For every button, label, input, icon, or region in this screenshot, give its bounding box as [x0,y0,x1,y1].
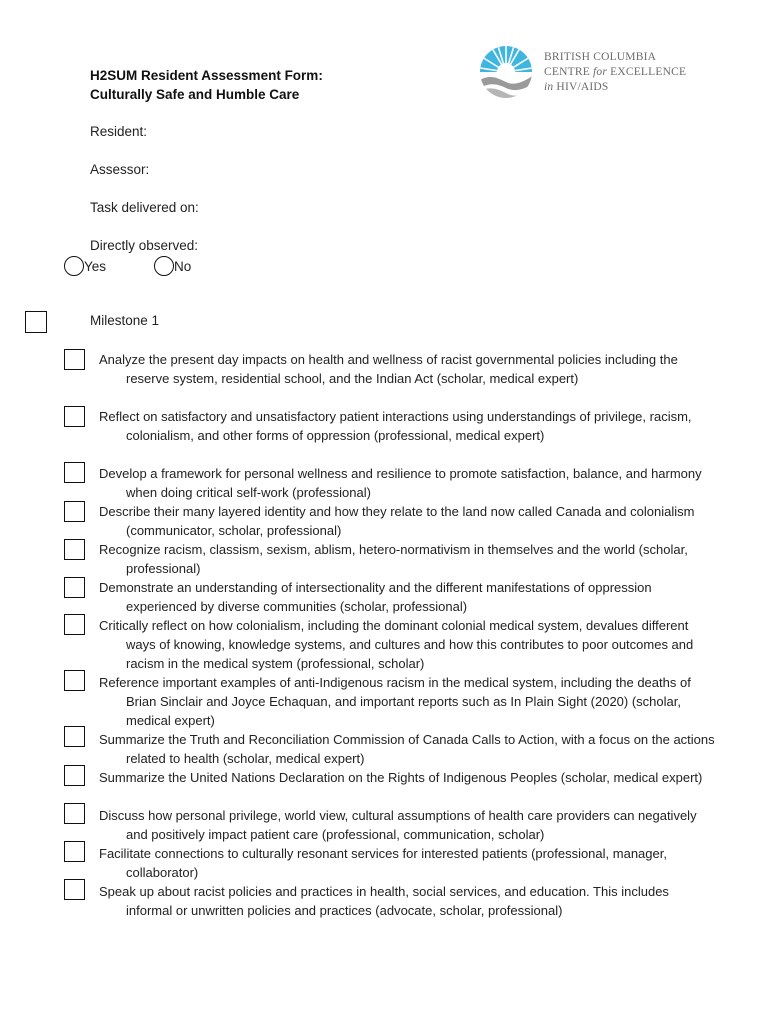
assessor-label: Assessor: [90,162,150,177]
milestone-item-2: Reflect on satisfactory and unsatisfactory patient interactions using understandings of privilege, racism, colonialism, and other forms of oppression (professional, medical expert) [99,409,692,443]
milestone-item-8: Reference important examples of anti-Indigenous racism in the medical system, including the deaths of Brian Sinclair and Joyce Echaquan, and important reports such as In Plain Sight (2020) (scholar, medical expert) [99,675,691,728]
directly-observed-label: Directly observed: [90,238,199,253]
item-checkbox-10[interactable] [64,765,85,786]
yes-label: Yes [84,258,107,274]
task-delivered-label: Task delivered on: [90,200,199,215]
resident-label: Resident: [90,124,148,139]
no-label: No [174,258,192,274]
no-radio[interactable] [154,256,174,276]
logo-text [544,50,686,95]
milestone-item-9: Summarize the Truth and Reconciliation Commission of Canada Calls to Action, with a focus on the actions related to health (scholar, medical expert) [99,732,715,766]
milestone-item-11: Discuss how personal privilege, world view, cultural assumptions of health care providers can negatively and positively impact patient care (professional, communication, scholar) [99,808,697,842]
form-title-line1: H2SUM Resident Assessment Form: [90,68,323,83]
milestone-checkbox[interactable] [25,311,47,333]
milestone-item-4: Describe their many layered identity and how they relate to the land now called Canada and colonialism (communicator, scholar, professional) [99,504,695,538]
form-title-line2: Culturally Safe and Humble Care [90,87,300,102]
item-checkbox-5[interactable] [64,539,85,560]
item-checkbox-1[interactable] [64,349,85,370]
item-checkbox-8[interactable] [64,670,85,691]
milestone-item-10: Summarize the United Nations Declaration on the Rights of Indigenous Peoples (scholar, medical expert) [99,770,703,785]
bc-centre-logo [478,44,688,102]
observed-no-option[interactable] [154,256,191,276]
item-checkbox-3[interactable] [64,462,85,483]
form-title [90,66,323,104]
item-checkbox-12[interactable] [64,841,85,862]
observed-yes-option[interactable] [64,256,106,276]
item-checkbox-7[interactable] [64,614,85,635]
yes-radio[interactable] [64,256,84,276]
item-checkbox-13[interactable] [64,879,85,900]
milestone-item-13: Speak up about racist policies and practices in health, social services, and education. This includes informal or unwritten policies and practices (advocate, scholar, professional) [99,884,669,918]
milestone-item-3: Develop a framework for personal wellness and resilience to promote satisfaction, balance, and harmony when doing critical self-work (professional) [99,466,702,500]
milestone-item-6: Demonstrate an understanding of intersectionality and the different manifestations of oppression experienced by diverse communities (scholar, professional) [99,580,652,614]
item-checkbox-2[interactable] [64,406,85,427]
milestone-item-7: Critically reflect on how colonialism, including the dominant colonial medical system, devalues different ways of knowing, knowledge systems, and cultures and how this contributes to poor outcomes and racism in the medical system (professional, scholar) [99,618,694,671]
logo-line1: BRITISH COLUMBIA [544,51,657,63]
item-checkbox-6[interactable] [64,577,85,598]
item-checkbox-4[interactable] [64,501,85,522]
milestone-item-5: Recognize racism, classism, sexism, ablism, hetero-normativism in themselves and the world (scholar, professional) [99,542,688,576]
item-checkbox-9[interactable] [64,726,85,747]
logo-line3: in HIV/AIDS [544,81,609,93]
sun-hands-logo-icon [478,44,534,100]
milestone-label: Milestone 1 [90,313,160,328]
milestone-item-12: Facilitate connections to culturally resonant services for interested patients (professional, manager, collaborator) [99,846,667,880]
item-checkbox-11[interactable] [64,803,85,824]
milestone-item-1: Analyze the present day impacts on health and wellness of racist governmental policies including the reserve system, residential school, and the Indian Act (scholar, medical expert) [99,352,678,386]
logo-line2: CENTRE for EXCELLENCE [544,66,687,78]
